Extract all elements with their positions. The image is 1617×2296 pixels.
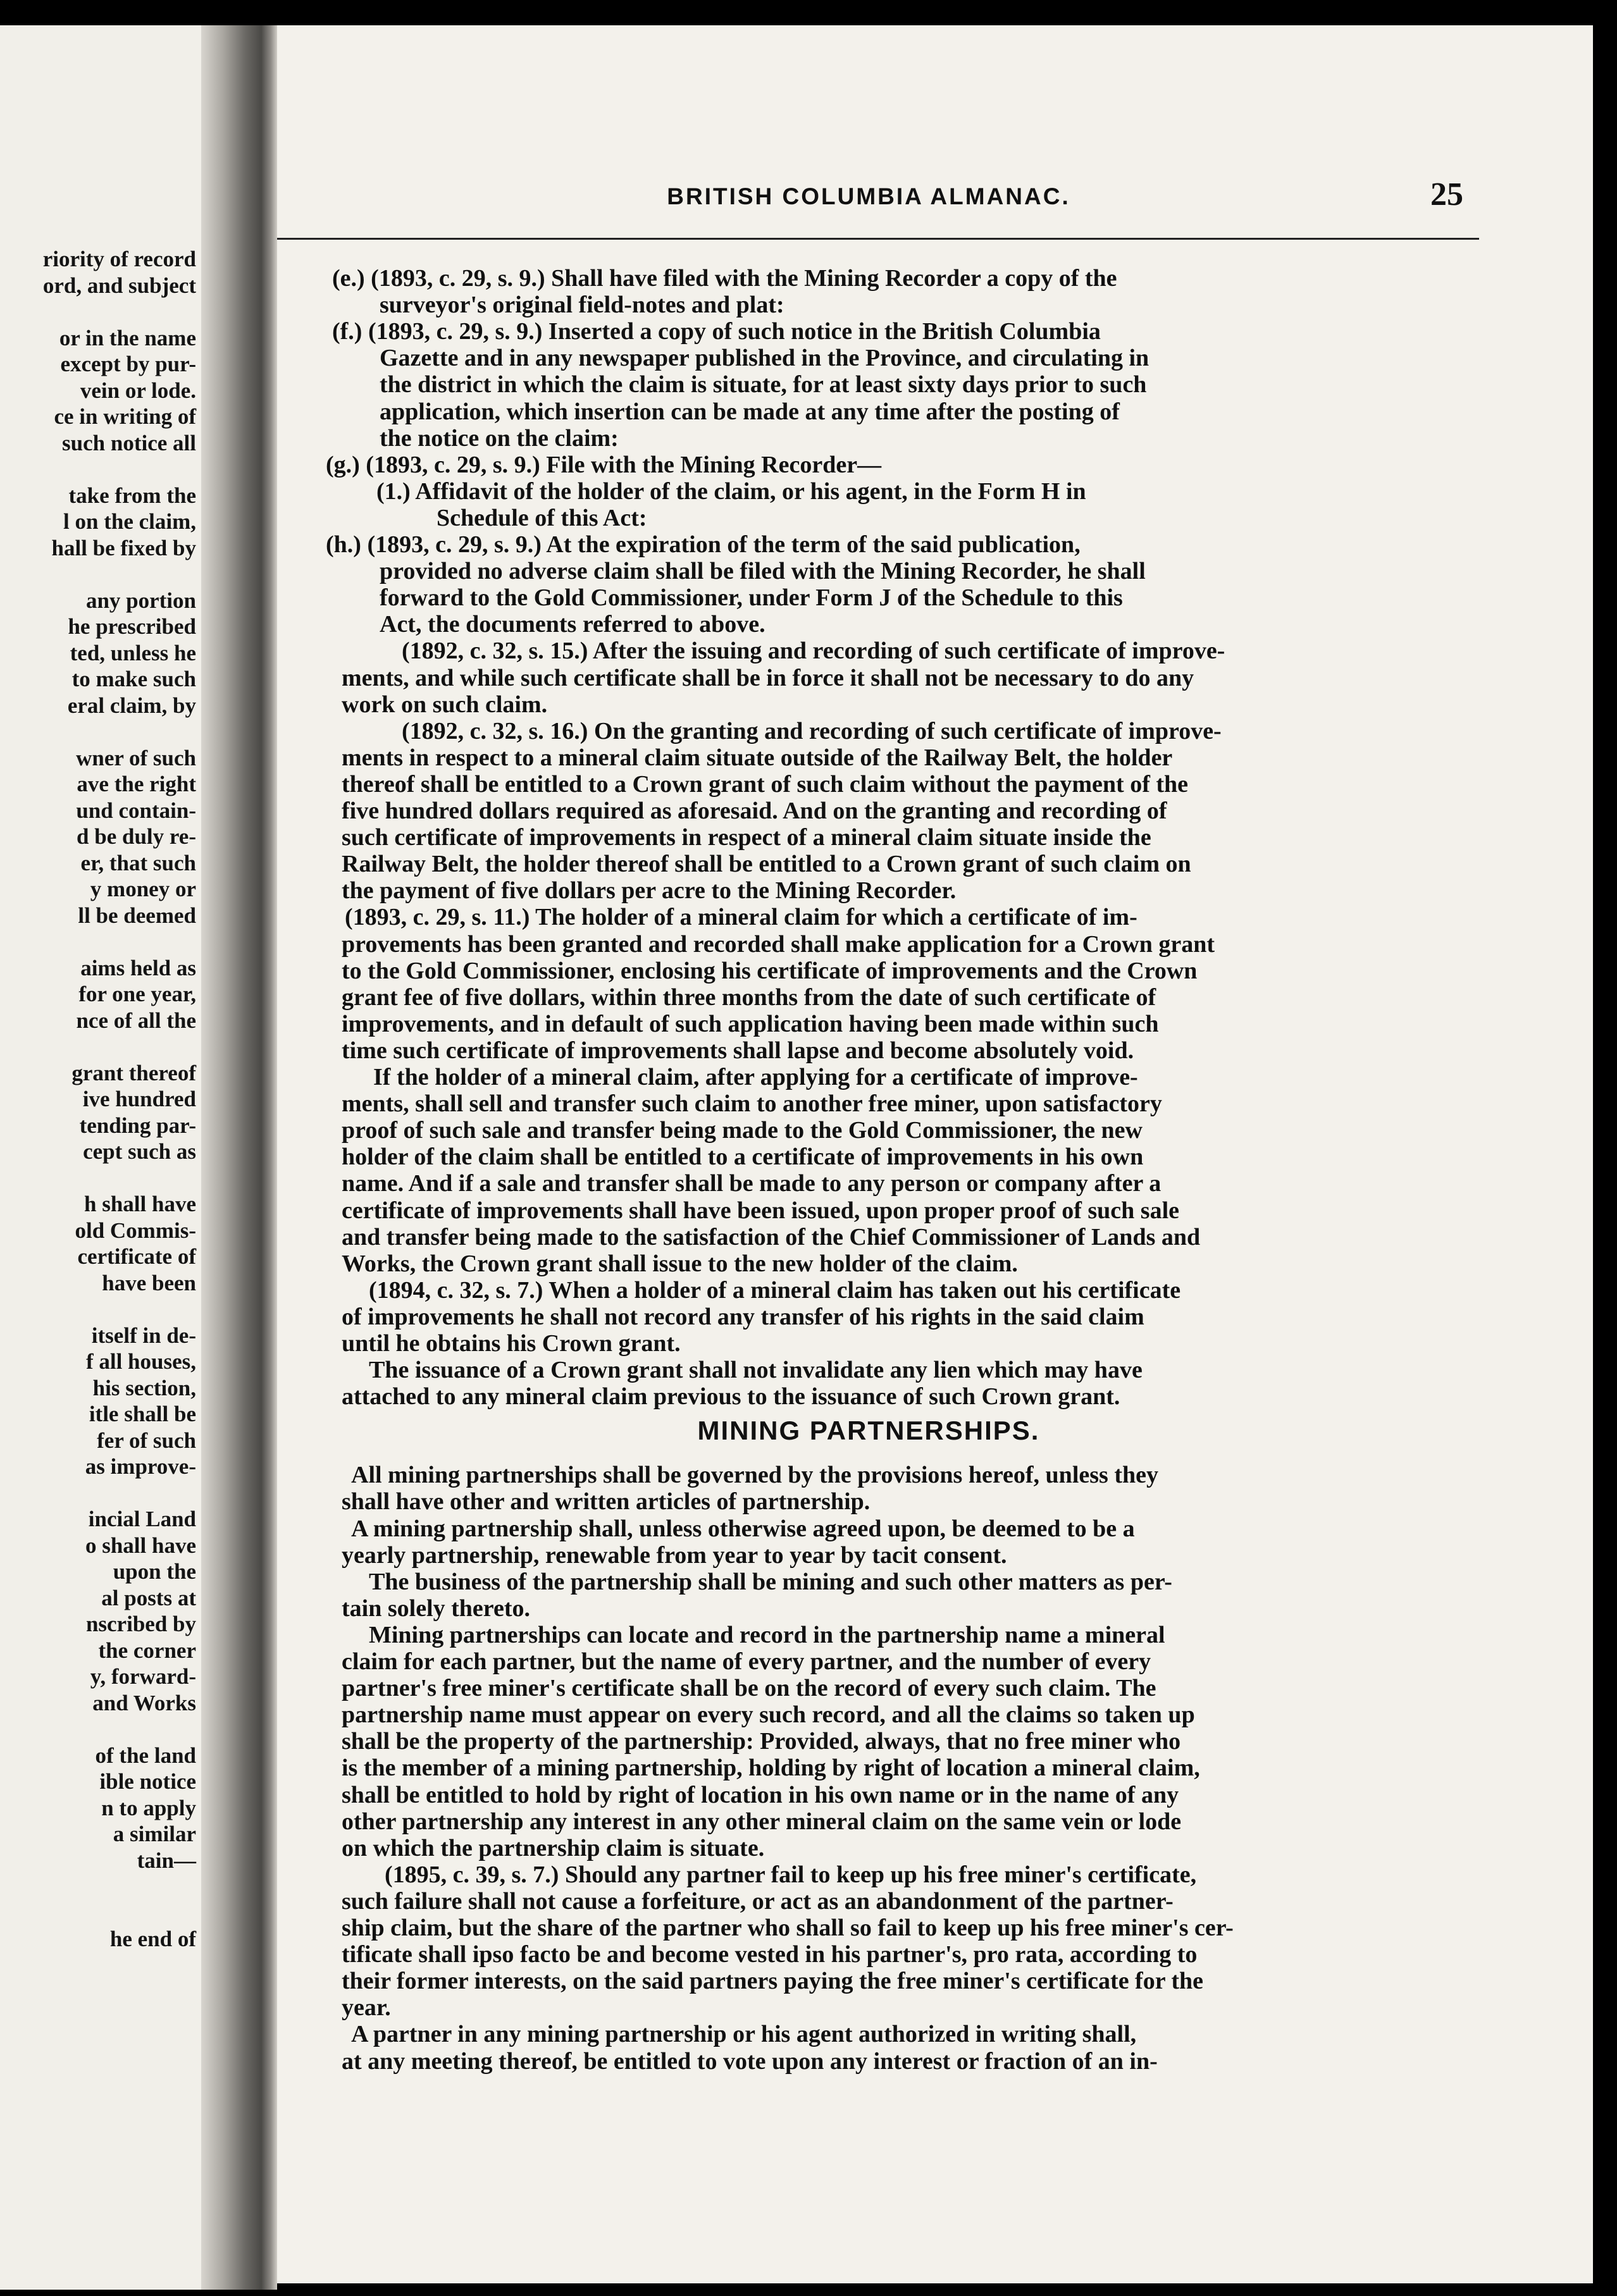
text-line: Railway Belt, the holder thereof shall be entitled to a Crown grant of such claim on — [342, 851, 1191, 878]
previous-page-fragment — [0, 25, 201, 2290]
text-line: the payment of five dollars per acre to the Mining Recorder. — [342, 877, 957, 904]
text-line: provided no adverse claim shall be filed with the Mining Recorder, he shall — [380, 558, 1146, 585]
text-line: forward to the Gold Commissioner, under Form J of the Schedule to this — [380, 584, 1123, 612]
text-line: Mining partnerships can locate and record in the partnership name a mineral — [369, 1621, 1165, 1648]
left-page-line: his section, — [92, 1375, 196, 1400]
text-line: of improvements he shall not record any transfer of his rights in the said claim — [342, 1303, 1144, 1330]
text-line: proof of such sale and transfer being made to the Gold Commissioner, the new — [342, 1117, 1143, 1144]
left-page-line: tending par- — [79, 1113, 196, 1138]
left-page-line: he end of — [109, 1927, 196, 1951]
left-page-line: und contain- — [76, 798, 196, 823]
text-line: (f.) (1893, c. 29, s. 9.) Inserted a copy of such notice in the British Columbia — [332, 318, 1101, 345]
text-line: shall be entitled to hold by right of location in his own name or in the name of any — [342, 1781, 1179, 1808]
left-page-line: as improve- — [85, 1454, 196, 1479]
left-page-line: or in the name — [59, 325, 196, 350]
text-line: (1894, c. 32, s. 7.) When a holder of a mineral claim has taken out his certificate — [369, 1276, 1181, 1304]
left-page-line: eral claim, by — [67, 693, 196, 718]
text-line: improvements, and in default of such application having been made within such — [342, 1010, 1159, 1037]
page — [277, 25, 1593, 2283]
left-page-line: ible notice — [99, 1769, 196, 1794]
text-line: (1.) Affidavit of the holder of the claim, or his agent, in the Form H in — [376, 478, 1086, 505]
text-line: tain solely thereto. — [342, 1595, 530, 1622]
left-page-line: ted, unless he — [70, 640, 196, 665]
text-line: work on such claim. — [342, 691, 548, 718]
left-page-line: nce of all the — [76, 1008, 196, 1033]
left-page-line: hall be fixed by — [51, 535, 196, 560]
text-line: holder of the claim shall be entitled to a certificate of improvements in his own — [342, 1144, 1144, 1171]
left-page-line: tain— — [137, 1848, 196, 1873]
text-line: partnership name must appear on every such record, and all the claims so taken up — [342, 1701, 1195, 1729]
text-line: (1893, c. 29, s. 11.) The holder of a mineral claim for which a certificate of im- — [345, 904, 1137, 931]
text-line: name. And if a sale and transfer shall be made to any person or company after a — [342, 1170, 1162, 1197]
left-page-line: a similar — [113, 1822, 196, 1846]
left-page-line: of the land — [95, 1743, 196, 1768]
left-page-line: itself in de- — [91, 1323, 196, 1348]
text-line: shall be the property of the partnership: Provided, always, that no free miner who — [342, 1728, 1181, 1755]
text-line: (h.) (1893, c. 29, s. 9.) At the expiration of the term of the said publication, — [326, 531, 1081, 558]
page-number: 25 — [1430, 176, 1463, 213]
text-line: certificate of improvements shall have been issued, upon proper proof of such sale — [342, 1197, 1180, 1224]
text-line: (e.) (1893, c. 29, s. 9.) Shall have filed with the Mining Recorder a copy of the — [332, 265, 1117, 292]
text-line: If the holder of a mineral claim, after applying for a certificate of improve- — [373, 1064, 1138, 1090]
left-page-line: vein or lode. — [80, 378, 196, 403]
text-line: ship claim, but the share of the partner who shall so fail to keep up his free miner's cer- — [342, 1915, 1234, 1941]
text-line: Gazette and in any newspaper published in the Province, and circulating in — [380, 345, 1149, 372]
text-line: Works, the Crown grant shall issue to the new holder of the claim. — [342, 1250, 1018, 1277]
left-page-line: y money or — [90, 877, 196, 901]
header-rule — [277, 238, 1479, 240]
text-line: tificate shall ipso facto be and become vested in his partner's, pro rata, according to — [342, 1941, 1198, 1968]
left-page-line: except by pur- — [60, 352, 196, 376]
left-page-line: ord, and subject — [42, 273, 196, 298]
text-line: on which the partnership claim is situate. — [342, 1834, 765, 1861]
text-line: year. — [342, 1994, 391, 2021]
text-line: Act, the documents referred to above. — [380, 611, 765, 638]
text-line: five hundred dollars required as aforesaid. And on the granting and recording of — [342, 798, 1167, 824]
text-line: the district in which the claim is situate, for at least sixty days prior to such — [380, 371, 1147, 398]
left-page-line: such notice all — [62, 430, 196, 455]
left-page-line: for one year, — [78, 982, 196, 1006]
text-line: their former interests, on the said partners paying the free miner's certificate for the — [342, 1968, 1204, 1995]
left-page-line: o shall have — [85, 1533, 196, 1558]
left-page-line: certificate of — [77, 1244, 196, 1269]
text-line: the notice on the claim: — [380, 424, 619, 452]
text-line: All mining partnerships shall be governed by the provisions hereof, unless they — [351, 1462, 1158, 1489]
left-page-line: take from the — [68, 483, 196, 508]
text-line: thereof shall be entitled to a Crown grant of such claim without the payment of the — [342, 770, 1189, 798]
left-page-line: l on the claim, — [63, 509, 196, 534]
left-page-line: d be duly re- — [77, 824, 196, 849]
text-line: other partnership any interest in any other mineral claim on the same vein or lode — [342, 1808, 1182, 1835]
text-line: attached to any mineral claim previous to the issuance of such Crown grant. — [342, 1383, 1120, 1410]
text-line: to the Gold Commissioner, enclosing his certificate of improvements and the Crown — [342, 957, 1198, 984]
left-page-line: wner of such — [76, 745, 196, 770]
left-page-line: he prescribed — [68, 614, 196, 639]
text-line: ments, shall sell and transfer such claim to another free miner, upon satisfactory — [342, 1090, 1162, 1118]
text-line: grant fee of five dollars, within three months from the date of such certificate of — [342, 984, 1156, 1011]
text-line: provements has been granted and recorded shall make application for a Crown grant — [342, 930, 1215, 958]
left-page-line: ce in writing of — [54, 404, 196, 429]
left-page-line: incial Land — [88, 1507, 196, 1531]
text-line: ments, and while such certificate shall be in force it shall not be necessary to do any — [342, 664, 1194, 691]
text-line: The issuance of a Crown grant shall not invalidate any lien which may have — [369, 1357, 1143, 1384]
text-line: at any meeting thereof, be entitled to vote upon any interest or fraction of an in- — [342, 2047, 1158, 2075]
section-heading: MINING PARTNERSHIPS. — [697, 1416, 1040, 1446]
text-line: The business of the partnership shall be mining and such other matters as per- — [369, 1568, 1172, 1595]
book-gutter — [201, 25, 277, 2290]
left-page-line: old Commis- — [75, 1218, 196, 1243]
text-line: yearly partnership, renewable from year to year by tacit consent. — [342, 1541, 1007, 1569]
left-page-line: to make such — [71, 667, 196, 691]
left-page-line: the corner — [98, 1638, 196, 1663]
text-line: (1892, c. 32, s. 16.) On the granting and recording of such certificate of improve- — [402, 717, 1222, 744]
text-line: ments in respect to a mineral claim situate outside of the Railway Belt, the holder — [342, 744, 1173, 771]
text-line: (1892, c. 32, s. 15.) After the issuing and recording of such certificate of improve- — [402, 638, 1225, 665]
left-page-line: al posts at — [101, 1585, 196, 1610]
left-page-line: aims held as — [80, 955, 196, 980]
left-page-line: and Works — [92, 1690, 196, 1715]
left-page-line: grant thereof — [71, 1060, 196, 1085]
left-page-line: nscribed by — [85, 1612, 196, 1636]
text-line: A mining partnership shall, unless otherwise agreed upon, be deemed to be a — [351, 1515, 1135, 1542]
left-page-line: er, that such — [80, 850, 196, 875]
left-page-line: itle shall be — [89, 1402, 196, 1426]
text-line: A partner in any mining partnership or his agent authorized in writing shall, — [351, 2021, 1137, 2048]
left-page-line: y, forward- — [90, 1664, 196, 1689]
left-page-line: cept such as — [83, 1139, 196, 1164]
text-line: (1895, c. 39, s. 7.) Should any partner fail to keep up his free miner's certificate, — [385, 1861, 1197, 1888]
left-page-line: h shall have — [84, 1192, 196, 1216]
left-page-line: riority of record — [42, 247, 196, 271]
text-line: surveyor's original field-notes and plat: — [380, 292, 784, 319]
text-line: time such certificate of improvements shall lapse and become absolutely void. — [342, 1037, 1134, 1064]
text-line: application, which insertion can be made at any time after the posting of — [380, 398, 1120, 425]
text-line: (g.) (1893, c. 29, s. 9.) File with the Mining Recorder— — [326, 451, 882, 478]
text-line: partner's free miner's certificate shall be on the record of every such claim. The — [342, 1675, 1156, 1702]
text-line: such certificate of improvements in respect of a mineral claim situate inside the — [342, 824, 1151, 851]
left-page-line: have been — [102, 1270, 196, 1295]
running-head: BRITISH COLUMBIA ALMANAC. — [667, 183, 1070, 209]
text-line: is the member of a mining partnership, holding by right of location a mineral claim, — [342, 1755, 1200, 1782]
left-page-line: any portion — [85, 588, 196, 613]
text-line: Schedule of this Act: — [437, 504, 647, 531]
text-line: shall have other and written articles of partnership. — [342, 1488, 870, 1515]
left-page-line: f all houses, — [85, 1349, 196, 1374]
left-page-line: ll be deemed — [78, 903, 196, 928]
left-page-line: ive hundred — [82, 1087, 196, 1111]
text-line: claim for each partner, but the name of every partner, and the number of every — [342, 1648, 1151, 1675]
left-page-line: fer of such — [97, 1428, 196, 1453]
left-page-line: upon the — [113, 1559, 196, 1584]
text-line: such failure shall not cause a forfeiture, or act as an abandonment of the partner- — [342, 1887, 1174, 1915]
left-page-line: ave the right — [77, 772, 196, 796]
text-line: and transfer being made to the satisfaction of the Chief Commissioner of Lands and — [342, 1223, 1201, 1250]
text-line: until he obtains his Crown grant. — [342, 1330, 681, 1357]
left-page-line: n to apply — [101, 1795, 196, 1820]
